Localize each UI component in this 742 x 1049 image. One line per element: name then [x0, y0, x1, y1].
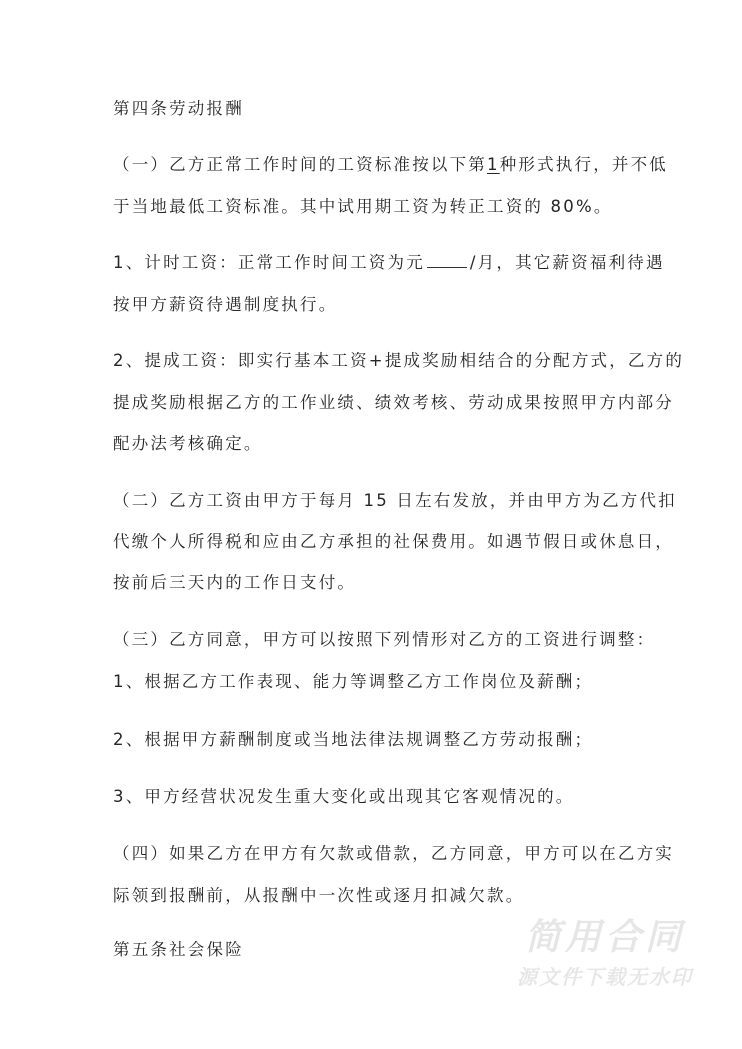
item1-line2: 按甲方薪资待遇制度执行。	[113, 295, 338, 314]
clause1-text-b: 种形式执行，并不低	[499, 155, 669, 174]
selected-form-number: 1	[487, 155, 500, 174]
item2-line2: 提成奖励根据乙方的工作业绩、绩效考核、劳动成果按照甲方内部分	[113, 393, 674, 412]
watermark-main-text: 简用合同	[524, 917, 685, 958]
clause3-item-2: 2、根据甲方薪酬制度或当地法律法规调整乙方劳动报酬；	[113, 730, 594, 749]
article5-heading: 第五条社会保险	[113, 940, 244, 959]
item1-text-a: 1、计时工资：正常工作时间工资为元	[113, 253, 425, 272]
clause2-line2: 代缴个人所得税和应由乙方承担的社保费用。如遇节假日或休息日，	[113, 532, 674, 551]
clause4-line1: （四）如果乙方在甲方有欠款或借款，乙方同意，甲方可以在乙方实	[113, 844, 674, 863]
item1-text-b: /月，其它薪资福利待遇	[469, 253, 665, 272]
clause4-line2: 际领到报酬前，从报酬中一次性或逐月扣减欠款。	[113, 886, 525, 905]
clause2-line3: 按前后三天内的工作日支付。	[113, 573, 357, 592]
clause1-text-a: （一）乙方正常工作时间的工资标准按以下第	[113, 155, 487, 174]
watermark	[510, 918, 700, 990]
watermark-sub-text: 源文件下载无水印	[517, 965, 693, 989]
salary-blank-field	[427, 253, 467, 268]
clause2-line1: （二）乙方工资由甲方于每月 15 日左右发放，并由甲方为乙方代扣	[113, 491, 677, 510]
clause3-item-1: 1、根据乙方工作表现、能力等调整乙方工作岗位及薪酬；	[113, 672, 594, 691]
article4-heading: 第四条劳动报酬	[113, 99, 244, 118]
clause1-line1	[113, 154, 668, 176]
clause3-item-3: 3、甲方经营状况发生重大变化或出现其它客观情况的。	[113, 787, 575, 806]
item2-line3: 配办法考核确定。	[113, 434, 263, 453]
item2-line1: 2、提成工资：即实行基本工资+提成奖励相结合的分配方式，乙方的	[113, 351, 685, 370]
clause1-line2: 于当地最低工资标准。其中试用期工资为转正工资的 80%。	[113, 197, 613, 216]
clause3-line1: （三）乙方同意，甲方可以按照下列情形对乙方的工资进行调整：	[113, 630, 656, 649]
item1-line1	[113, 252, 665, 274]
